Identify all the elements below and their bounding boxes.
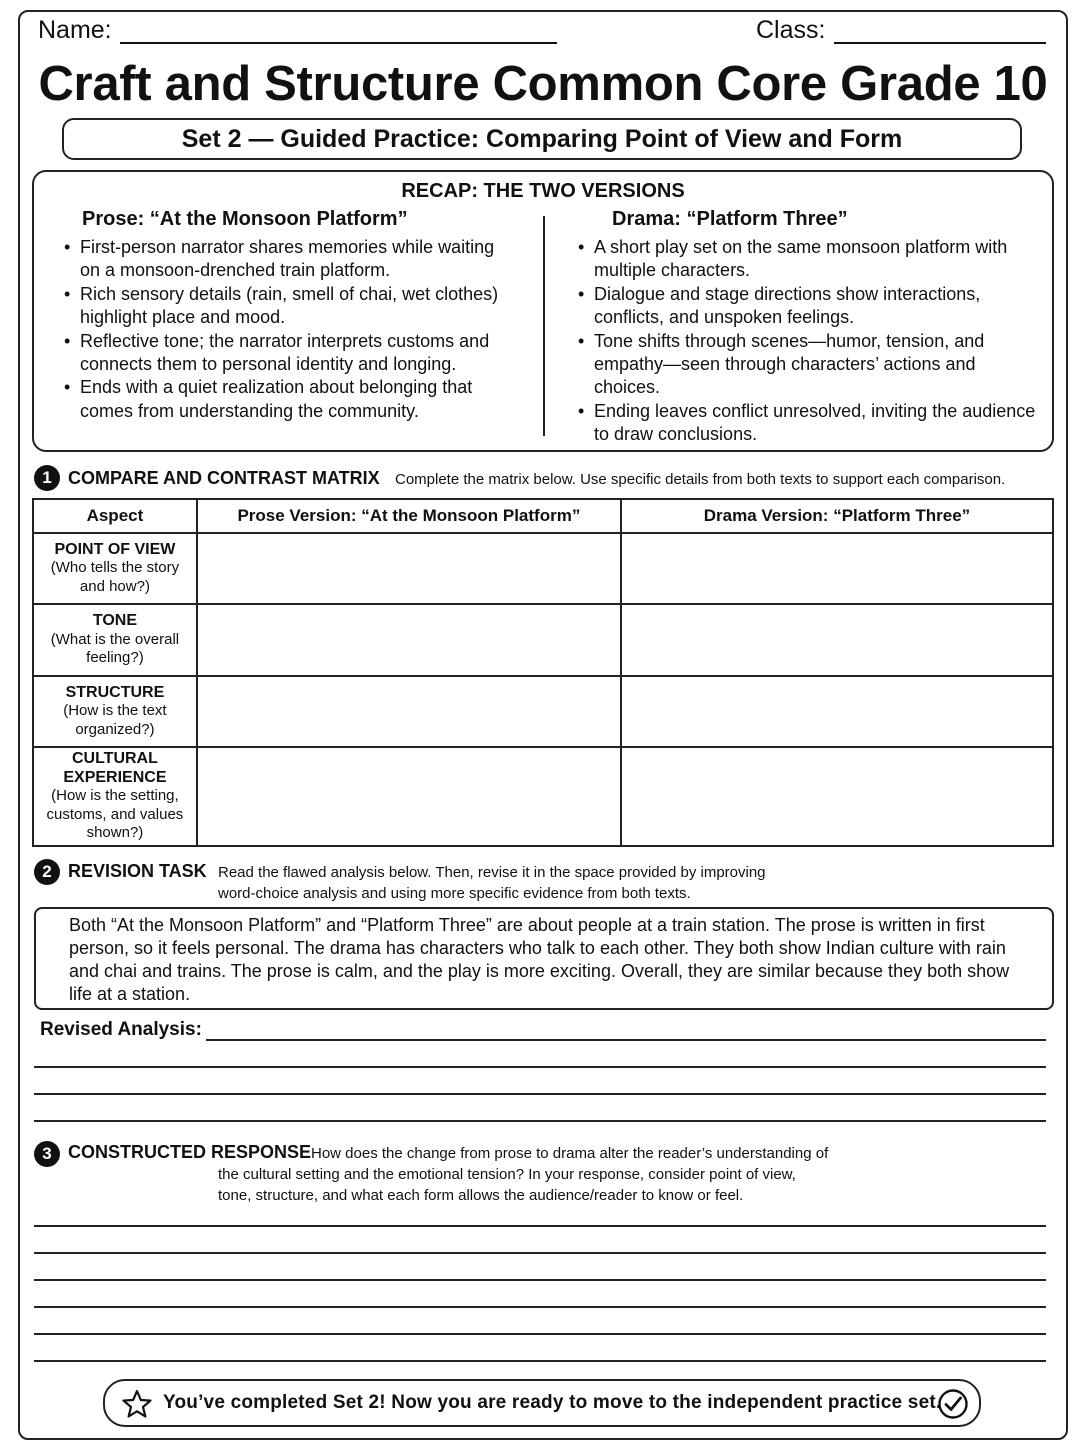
answer-cell-prose[interactable] bbox=[197, 747, 621, 846]
aspect-desc: (What is the overall feeling?) bbox=[50, 630, 180, 667]
section1-title: COMPARE AND CONTRAST MATRIX bbox=[68, 468, 380, 488]
aspect-desc: (How is the text organized?) bbox=[63, 702, 167, 738]
recap-heading: RECAP: THE TWO VERSIONS bbox=[401, 180, 685, 202]
table-row bbox=[33, 676, 1053, 747]
prose-title: Prose: “At the Monsoon Platform” bbox=[82, 208, 408, 230]
answer-cell-prose[interactable] bbox=[197, 604, 621, 676]
aspect-cell bbox=[33, 533, 197, 604]
aspect-cell bbox=[33, 604, 197, 676]
list-item: • A short play set on the same monsoon platform with multiple characters. bbox=[576, 236, 1046, 283]
section-number-2: 2 bbox=[34, 859, 60, 885]
class-line[interactable] bbox=[834, 42, 1046, 44]
answer-cell-drama[interactable] bbox=[621, 533, 1053, 604]
answer-line[interactable] bbox=[34, 1360, 1046, 1362]
section2-instruction-2: word-choice analysis and using more specific evidence from both texts. bbox=[218, 885, 691, 902]
answer-cell-prose[interactable] bbox=[197, 676, 621, 747]
list-item: • Ends with a quiet realization about belonging that comes from understanding the community. bbox=[62, 376, 508, 423]
list-item: • Dialogue and stage directions show interactions, conflicts, and unspoken feelings. bbox=[576, 283, 1046, 330]
answer-line[interactable] bbox=[206, 1039, 1046, 1041]
table-row bbox=[33, 747, 1053, 846]
name-line[interactable] bbox=[120, 42, 557, 44]
class-label: Class: bbox=[756, 16, 826, 44]
page-subtitle: Set 2 — Guided Practice: Comparing Point of View and Form bbox=[62, 118, 1022, 160]
answer-cell-drama[interactable] bbox=[621, 676, 1053, 747]
list-item: • Reflective tone; the narrator interprets customs and connects them to personal identity and longing. bbox=[62, 330, 508, 377]
answer-line[interactable] bbox=[34, 1093, 1046, 1095]
answer-line[interactable] bbox=[34, 1252, 1046, 1254]
answer-line[interactable] bbox=[34, 1306, 1046, 1308]
answer-line[interactable] bbox=[34, 1225, 1046, 1227]
aspect-name: TONE bbox=[92, 612, 137, 630]
answer-cell-drama[interactable] bbox=[621, 747, 1053, 846]
list-item: • First-person narrator shares memories while waiting on a monsoon-drenched train platform. bbox=[62, 236, 508, 283]
drama-bullets bbox=[576, 236, 1046, 447]
aspect-cell bbox=[33, 747, 197, 846]
table-row bbox=[33, 533, 1053, 604]
recap-box bbox=[32, 170, 1054, 452]
table-row bbox=[33, 604, 1053, 676]
aspect-desc: (Who tells the story and how?) bbox=[50, 559, 180, 595]
aspect-name: CULTURAL EXPERIENCE bbox=[63, 750, 167, 786]
section2-title: REVISION TASK bbox=[68, 861, 207, 881]
matrix-header-prose: Prose Version: “At the Monsoon Platform” bbox=[197, 499, 621, 533]
completion-banner bbox=[103, 1379, 981, 1427]
check-circle-icon bbox=[937, 1388, 969, 1420]
answer-cell-prose[interactable] bbox=[197, 533, 621, 604]
list-item: • Rich sensory details (rain, smell of chai, wet clothes) highlight place and mood. bbox=[62, 283, 508, 330]
section2-instruction-1: Read the flawed analysis below. Then, revise it in the space provided by improving bbox=[218, 864, 766, 881]
section-number-1: 1 bbox=[34, 465, 60, 491]
answer-line[interactable] bbox=[34, 1333, 1046, 1335]
answer-line[interactable] bbox=[34, 1279, 1046, 1281]
flawed-analysis-box: Both “At the Monsoon Platform” and “Platform Three” are about people at a train station. The prose is written in first person, so it feels personal. The drama has characters who talk to each other. They both show Indian culture with rain and chai and trains. The prose is calm, and the play is more exciting. Overall, they are similar because they both show life at a station. bbox=[34, 907, 1054, 1010]
section3-instruction-1: How does the change from prose to drama alter the reader’s understanding of bbox=[311, 1145, 829, 1162]
aspect-cell bbox=[33, 676, 197, 747]
completion-message: You’ve completed Set 2! Now you are ready to move to the independent practice set. bbox=[163, 1392, 942, 1413]
answer-line[interactable] bbox=[34, 1120, 1046, 1122]
name-label: Name: bbox=[38, 16, 112, 44]
compare-matrix bbox=[32, 498, 1054, 847]
recap-divider bbox=[543, 216, 545, 436]
aspect-name: POINT OF VIEW bbox=[54, 540, 176, 558]
matrix-header-aspect: Aspect bbox=[33, 499, 197, 533]
star-icon bbox=[122, 1389, 152, 1419]
matrix-header-drama: Drama Version: “Platform Three” bbox=[621, 499, 1053, 533]
section3-instruction-3: tone, structure, and what each form allows the audience/reader to know or feel. bbox=[218, 1187, 744, 1204]
page-title: Craft and Structure Common Core Grade 10 bbox=[38, 57, 1048, 111]
aspect-desc: (How is the setting, customs, and values shown?) bbox=[46, 787, 184, 841]
section1-instruction: Complete the matrix below. Use specific details from both texts to support each comparison. bbox=[395, 471, 1006, 488]
list-item: • Tone shifts through scenes—humor, tension, and empathy—seen through characters’ actions and choices. bbox=[576, 330, 1046, 400]
section3-title: CONSTRUCTED RESPONSE bbox=[68, 1142, 312, 1162]
aspect-name: STRUCTURE bbox=[65, 683, 165, 701]
section-number-3: 3 bbox=[34, 1141, 60, 1167]
answer-cell-drama[interactable] bbox=[621, 604, 1053, 676]
drama-title: Drama: “Platform Three” bbox=[612, 208, 848, 230]
prose-bullets bbox=[62, 236, 508, 423]
answer-line[interactable] bbox=[34, 1066, 1046, 1068]
section3-instruction-2: the cultural setting and the emotional tension? In your response, consider point of view, bbox=[218, 1166, 796, 1183]
list-item: • Ending leaves conflict unresolved, inviting the audience to draw conclusions. bbox=[576, 400, 1046, 447]
revised-analysis-label: Revised Analysis: bbox=[40, 1019, 202, 1040]
